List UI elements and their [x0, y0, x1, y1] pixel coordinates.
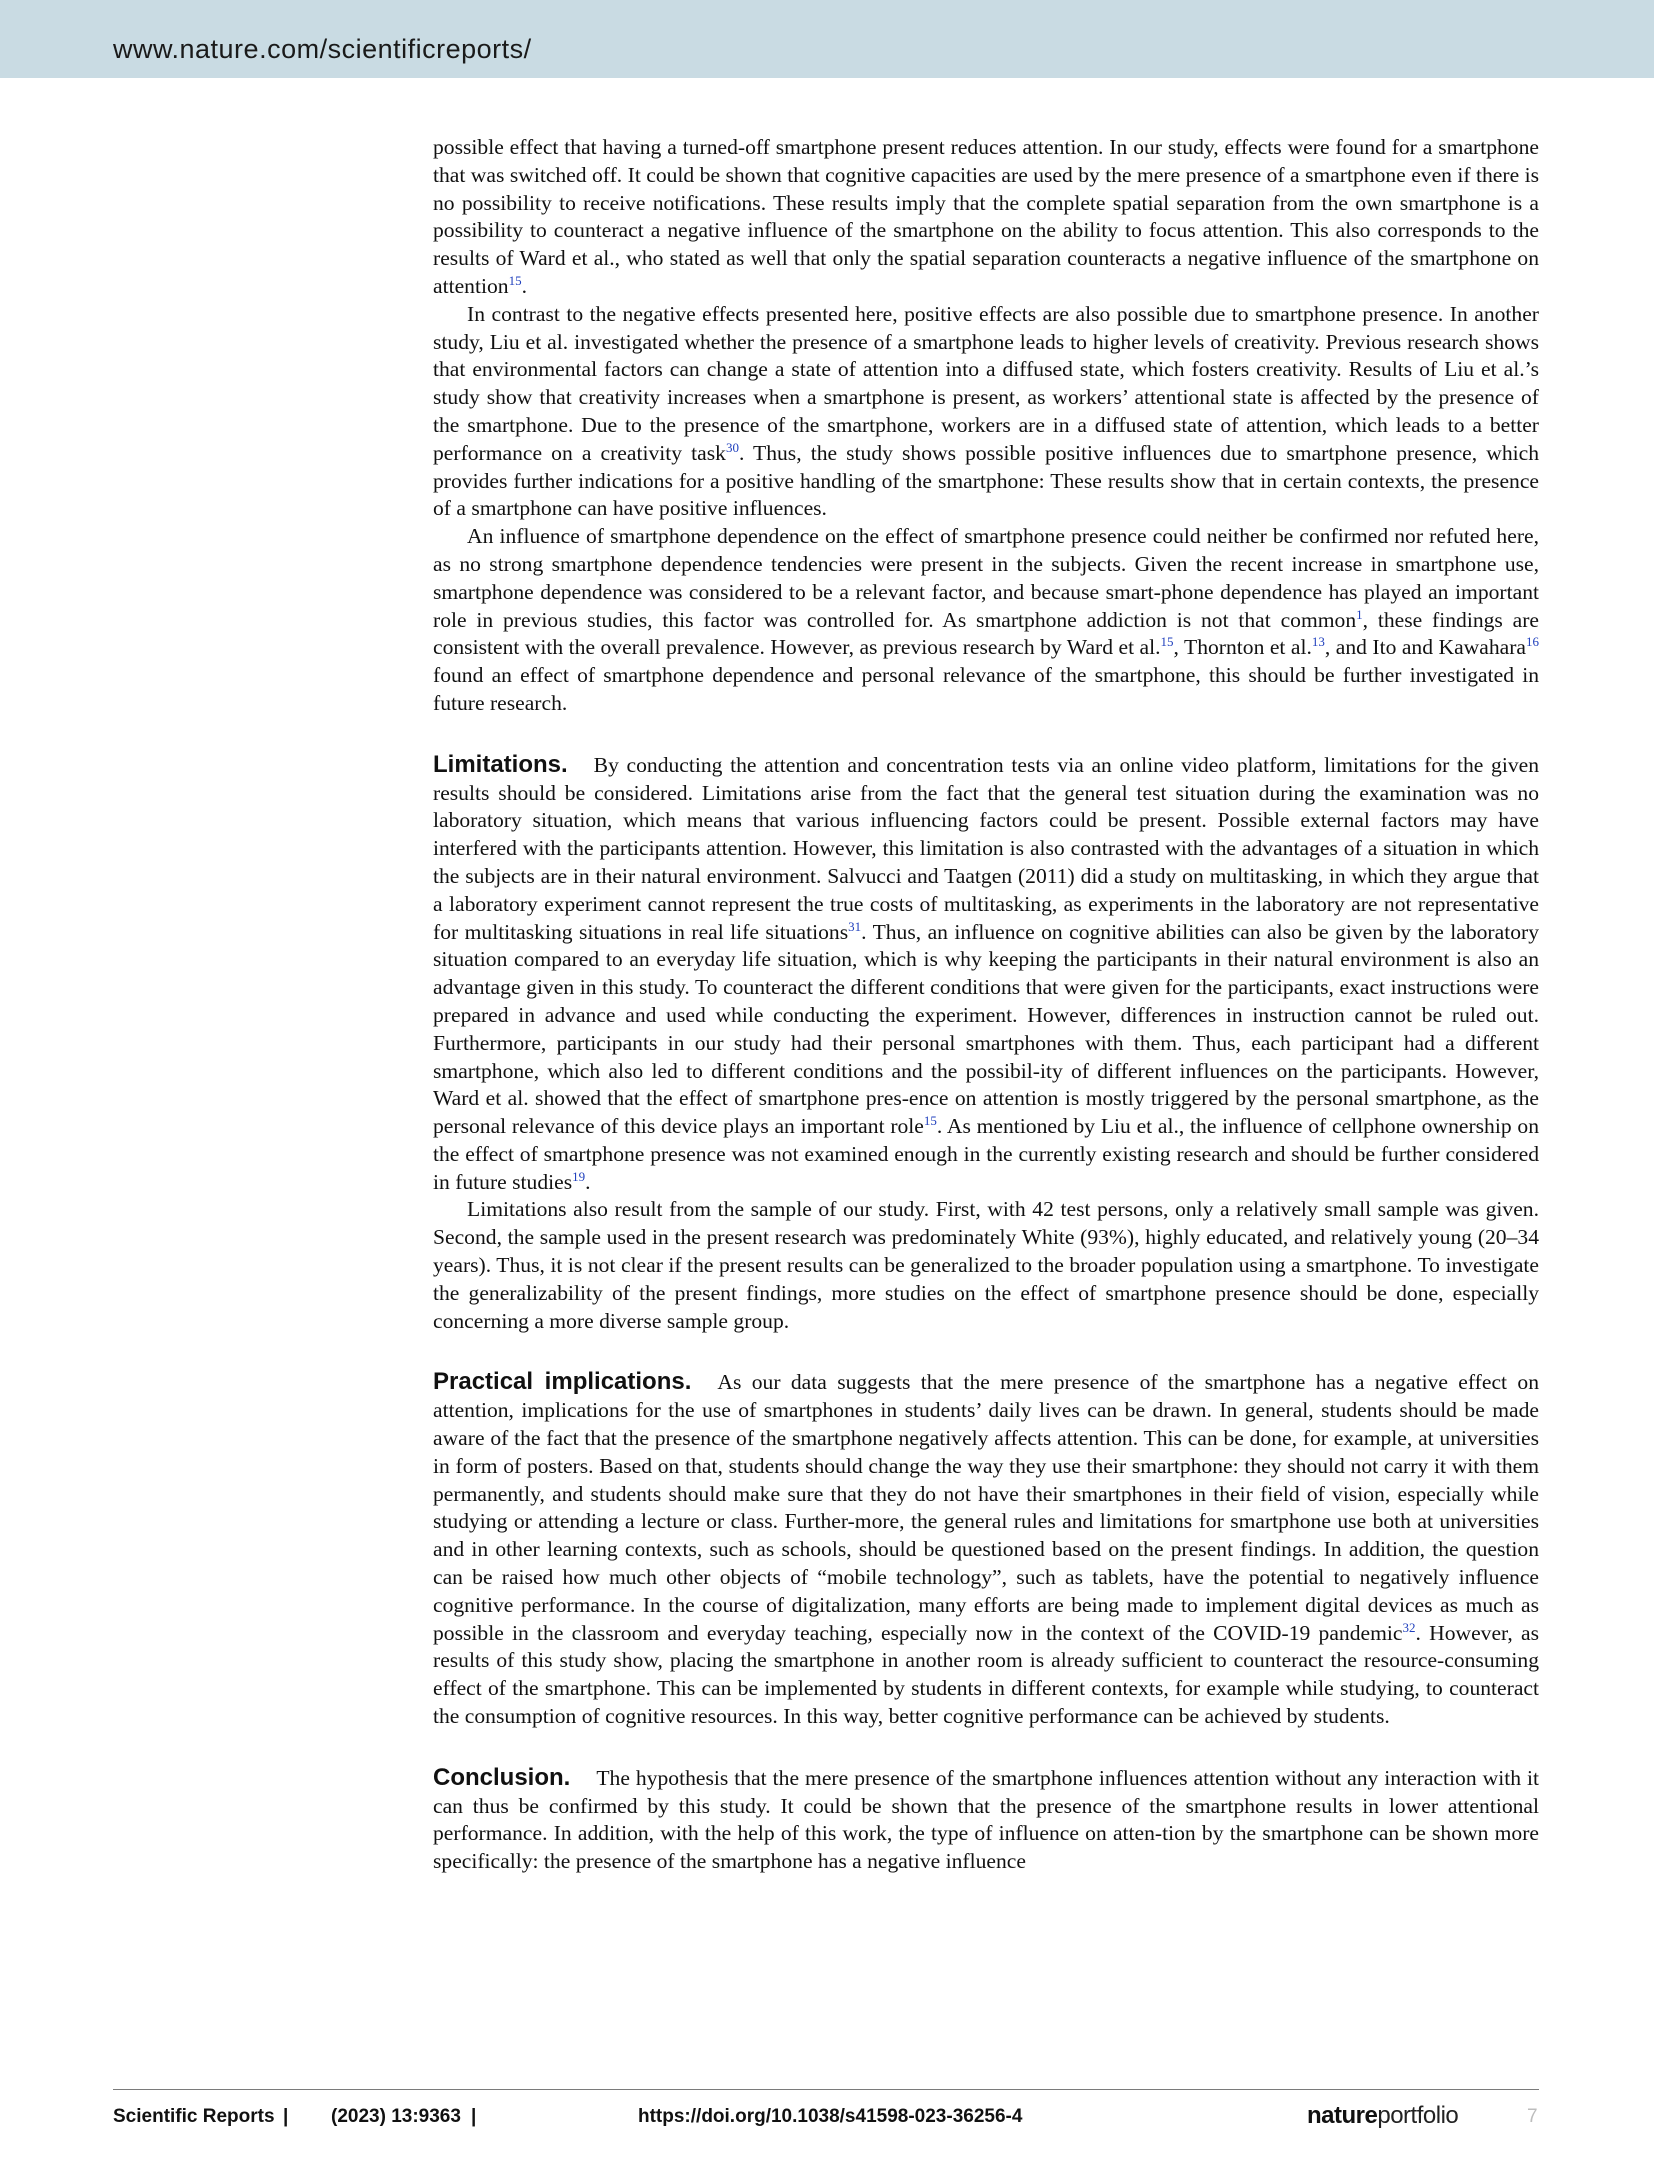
site-url[interactable]: www.nature.com/scientificreports/	[113, 34, 532, 64]
citation-link[interactable]: 13	[1311, 634, 1325, 650]
body-text: .	[521, 273, 527, 298]
nature-portfolio-logo	[1307, 2102, 1458, 2130]
body-text: An influence of smartphone dependence on the effect of smartphone presence could neither be confirmed nor refuted here, as no strong smartphone dependence tendencies were present in the subjects. Given the recent increase in smartphone use, smartphone dependence was considered to be a relevant factor, and because smart-phone dependence has played an important role in previous studies, this factor was controlled for. As smartphone addiction is not that common	[433, 524, 1539, 632]
paragraph-sample-limitations	[433, 1196, 1539, 1335]
brand-light: portfolio	[1377, 2102, 1459, 2129]
article-body	[433, 134, 1539, 1876]
brand-bold: nature	[1307, 2102, 1378, 2129]
paragraph-positive-effects	[433, 301, 1539, 523]
citation-link[interactable]: 32	[1402, 1619, 1416, 1635]
citation-link[interactable]: 19	[572, 1168, 586, 1184]
citation-link[interactable]: 15	[1160, 634, 1174, 650]
body-text: Limitations also result from the sample of our study. First, with 42 test persons, only a relatively small sample was given. Second, the sample used in the present research was predominately White (93%), highly educated, and relatively young (20–34 years). Thus, it is not clear if the present results can be generalized to the broader population using a smartphone. To investigate the generalizability of the present findings, more studies on the effect of smartphone presence should be done, especially concerning a more diverse sample group.	[433, 1197, 1539, 1333]
page-footer	[113, 2102, 1539, 2132]
body-text: . However, as results of this study show, placing the smartphone in another room is already sufficient to counteract the resource-consuming effect of the smartphone. This can be implemented by students in different contexts, for example while studying, to counteract the consumption of cognitive resources. In this way, better cognitive performance can be achieved by students.	[433, 1620, 1539, 1729]
body-text: .	[585, 1169, 591, 1194]
site-header-bar	[0, 0, 1654, 78]
section-heading: Conclusion.	[433, 1763, 571, 1791]
footer-separator: |	[283, 2106, 289, 2127]
paragraph-spatial-separation	[433, 134, 1539, 301]
citation-link[interactable]: 31	[848, 918, 862, 934]
citation-link[interactable]: 15	[923, 1113, 937, 1129]
body-text: . Thus, an influence on cognitive abilities can also be given by the laboratory situation compared to an everyday life situation, which is why keeping the participants in their natural environment is also an advantage given in this study. To counteract the different conditions that were given for the participants, exact instructions were prepared in advance and used while conducting the experiment. However, differences in instruction cannot be ruled out. Furthermore, participants in our study had their personal smartphones with them. Thus, each participant had a different smartphone, which also led to different conditions and the possibil-ity of different influences on the participants. However, Ward et al. showed that the effect of smartphone pres-ence on attention is mostly triggered by the personal smartphone, as the personal relevance of this device plays an important role	[433, 919, 1539, 1139]
paragraph-smartphone-dependence	[433, 523, 1539, 718]
body-text: The hypothesis that the mere presence of the smartphone influences attention without any interaction with it can thus be confirmed by this study. It could be shown that the presence of the smartphone results in lower attentional performance. In addition, with the help of this work, the type of influence on atten-tion by the smartphone can be shown more specifically: the presence of the smartphone has a negative influence	[433, 1765, 1539, 1874]
footer-divider	[113, 2089, 1539, 2090]
body-text: found an effect of smartphone dependence and personal relevance of the smartphone, this should be further investigated in future research.	[433, 663, 1539, 715]
body-text: . Thus, the study shows possible positive influences due to smartphone presence, which provides further indications for a positive handling of the smartphone: These results show that in certain contexts, the presence of a smartphone can have positive influences.	[433, 440, 1539, 521]
footer-separator: |	[471, 2106, 477, 2127]
citation-link[interactable]: 1	[1356, 606, 1363, 622]
body-text: In contrast to the negative effects presented here, positive effects are also possible due to smartphone presence. In another study, Liu et al. investigated whether the presence of a smartphone leads to higher levels of creativity. Previous research shows that environmental factors can change a state of attention into a diffused state, which fosters creativity. Results of Liu et al.’s study show that creativity increases when a smartphone is present, as workers’ attentional state is affected by the presence of the smartphone. Due to the presence of the smartphone, workers are in a diffused state of attention, which leads to a better performance on a creativity task	[433, 301, 1539, 465]
citation-link[interactable]: 16	[1526, 634, 1539, 650]
body-text: By conducting the attention and concentration tests via an online video platform, limitations for the given results should be considered. Limitations arise from the fact that the general test situation during the examination was no laboratory situation, which means that various influencing factors could be present. Possible external factors may have interfered with the participants attention. However, this limitation is also contrasted with the advantages of a situation in which the subjects are in their natural environment. Salvucci and Taatgen (2011) did a study on multitasking, in which they argue that a laboratory experiment cannot represent the true costs of multitasking, as experiments in the laboratory are not representative for multitasking situations in real life situations	[433, 752, 1539, 944]
body-text: , these findings are consistent with the overall prevalence. However, as previous research by Ward et al.	[433, 607, 1539, 660]
section-heading: Practical implications.	[433, 1368, 692, 1396]
volume-info: (2023) 13:9363	[331, 2106, 461, 2127]
page-number: 7	[1527, 2106, 1538, 2127]
section-practical-implications	[433, 1368, 1539, 1730]
section-limitations	[433, 751, 1539, 1197]
body-text: As our data suggests that the mere presence of the smartphone has a negative effect on attention, implications for the use of smartphones in students’ daily lives can be drawn. In general, students should be made aware of the fact that the presence of the smartphone negatively affects attention. This can be done, for example, at universities in form of posters. Based on that, students should change the way they use their smartphone: they should not carry it with them permanently, and students should make sure that they do not have their smartphones in their field of vision, especially while studying or attending a lecture or class. Further-more, the general rules and limitations for smartphone use both at universities and in other learning contexts, such as schools, should be questioned based on the present findings. In addition, the question can be raised how much other objects of “mobile technology”, such as tablets, have the potential to negatively influence cognitive performance. In the course of digitalization, many efforts are being made to implement digital devices as much as possible in the classroom and everyday teaching, especially now in the context of the COVID-19 pandemic	[433, 1370, 1539, 1645]
body-text: possible effect that having a turned-off smartphone present reduces attention. In our study, effects were found for a smartphone that was switched off. It could be shown that cognitive capacities are used by the mere presence of a smartphone even if there is no possibility to receive notifications. These results imply that the complete spatial separation from the own smartphone is a possibility to counteract a negative influence of the smartphone on the ability to focus attention. This also corresponds to the results of Ward et al., who stated as well that only the spatial separation counteracts a negative influence of the smartphone on attention	[433, 135, 1539, 298]
citation-link[interactable]: 15	[508, 272, 522, 288]
citation-link[interactable]: 30	[725, 439, 739, 455]
section-conclusion	[433, 1764, 1539, 1876]
body-text: . As mentioned by Liu et al., the influence of cellphone ownership on the effect of smartphone presence was not examined enough in the currently existing research and should be further considered in future studies	[433, 1114, 1539, 1194]
body-text: , Thornton et al.	[1173, 635, 1312, 660]
doi-link[interactable]: https://doi.org/10.1038/s41598-023-36256-4	[638, 2106, 1023, 2127]
section-heading: Limitations.	[433, 750, 568, 778]
journal-name: Scientific Reports	[113, 2106, 275, 2127]
body-text: , and Ito and Kawahara	[1324, 635, 1526, 660]
